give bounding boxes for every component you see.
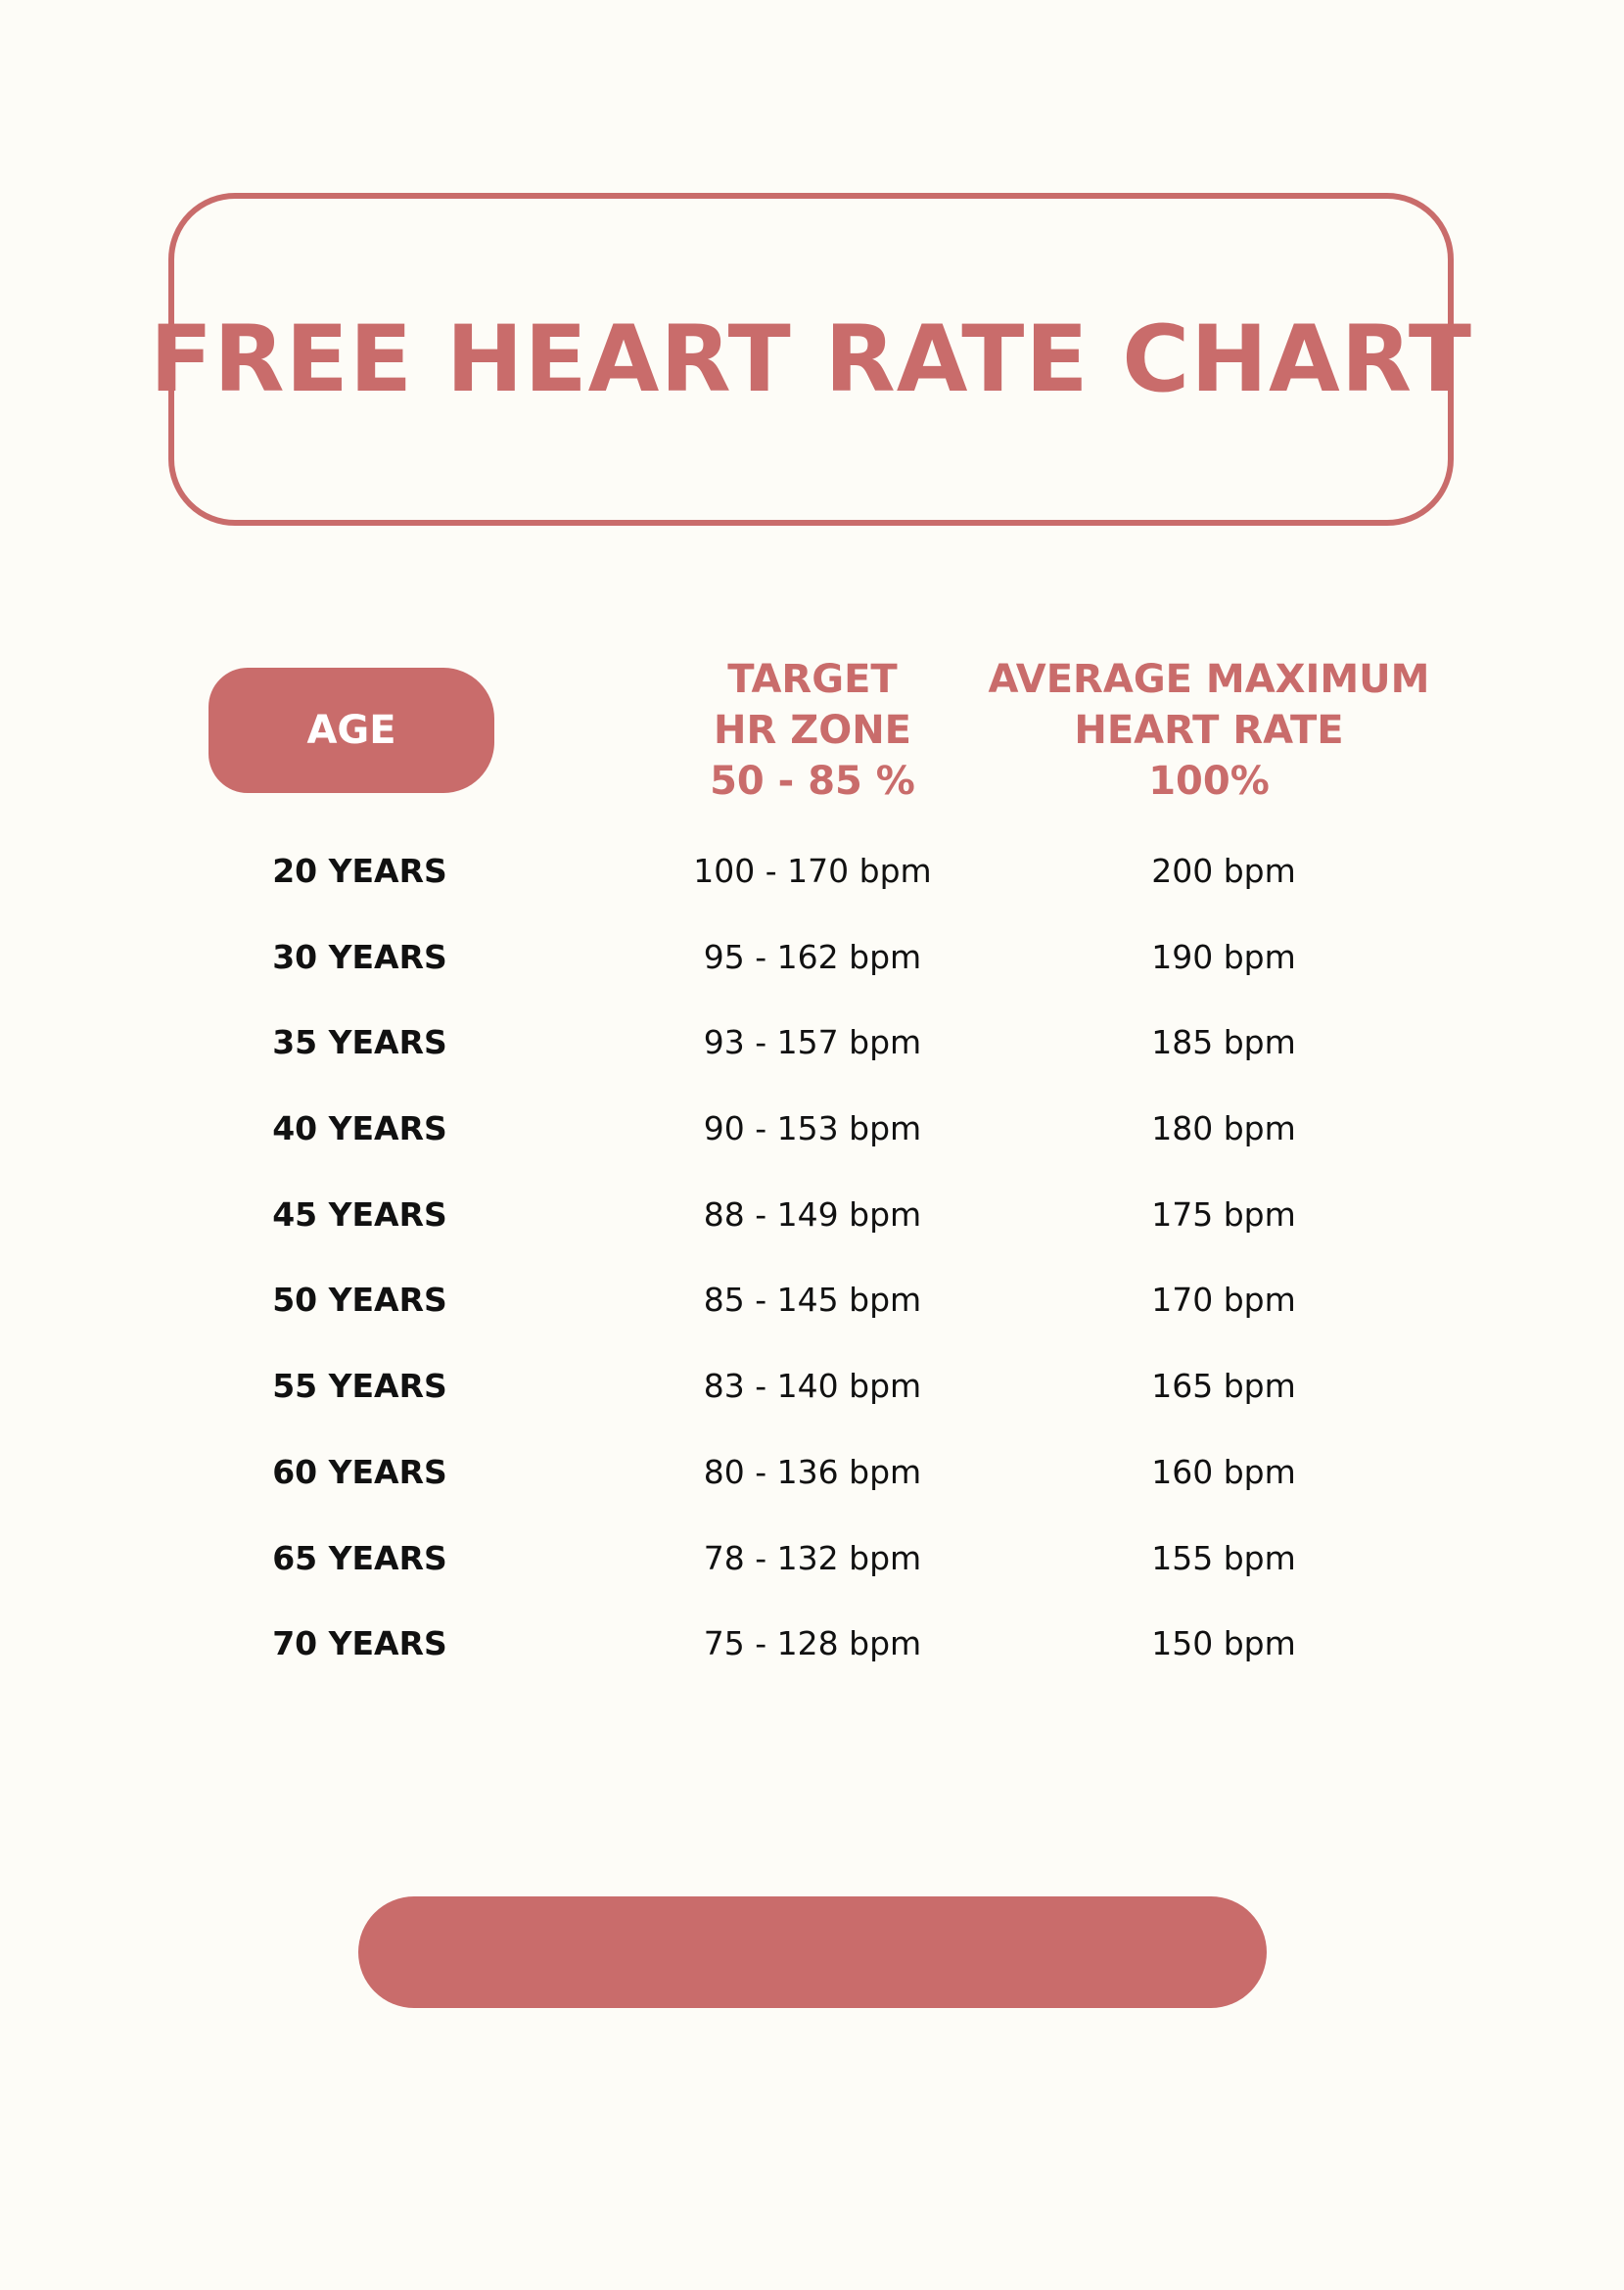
max-rate-cell: 185 bpm — [1151, 1023, 1296, 1062]
target-zone-cell: 90 - 153 bpm — [703, 1109, 922, 1148]
age-cell: 20 YEARS — [272, 852, 447, 890]
age-cell: 65 YEARS — [272, 1538, 447, 1577]
target-hr-zone-header — [617, 654, 1008, 807]
page-title: FREE HEART RATE CHART — [150, 305, 1472, 413]
max-rate-cell: 150 bpm — [1151, 1624, 1296, 1663]
target-zone-cell: 83 - 140 bpm — [703, 1367, 922, 1406]
table-row — [0, 1281, 1624, 1367]
table-row — [0, 1367, 1624, 1453]
target-zone-cell: 88 - 149 bpm — [703, 1194, 922, 1234]
table-row — [0, 1624, 1624, 1710]
table-row — [0, 1195, 1624, 1282]
target-header-line-2: HR ZONE — [713, 708, 911, 753]
age-cell: 55 YEARS — [272, 1367, 447, 1406]
max-rate-cell: 160 bpm — [1151, 1452, 1296, 1491]
age-cell: 50 YEARS — [272, 1281, 447, 1320]
max-rate-cell: 200 bpm — [1151, 852, 1296, 890]
title-frame — [150, 193, 1472, 526]
target-zone-cell: 93 - 157 bpm — [703, 1023, 922, 1062]
max-rate-cell: 170 bpm — [1151, 1281, 1296, 1320]
target-zone-cell: 95 - 162 bpm — [703, 937, 922, 976]
target-header-line-1: TARGET — [727, 657, 898, 702]
max-rate-cell: 155 bpm — [1151, 1538, 1296, 1577]
age-cell: 40 YEARS — [272, 1109, 447, 1148]
table-row — [0, 1453, 1624, 1539]
age-cell: 70 YEARS — [272, 1624, 447, 1663]
age-cell: 35 YEARS — [272, 1023, 447, 1062]
table-row — [0, 852, 1624, 938]
table-row — [0, 1109, 1624, 1195]
age-header-pill — [209, 668, 494, 793]
target-zone-cell: 75 - 128 bpm — [703, 1624, 922, 1663]
target-header-line-3: 50 - 85 % — [710, 759, 915, 804]
age-cell: 30 YEARS — [272, 937, 447, 976]
average-header-line-3: 100% — [1148, 759, 1270, 804]
average-header-line-2: HEART RATE — [1074, 708, 1344, 753]
max-rate-cell: 180 bpm — [1151, 1109, 1296, 1148]
max-rate-cell: 175 bpm — [1151, 1194, 1296, 1234]
age-cell: 45 YEARS — [272, 1194, 447, 1234]
average-max-heart-rate-header — [979, 654, 1439, 807]
target-zone-cell: 78 - 132 bpm — [703, 1538, 922, 1577]
max-rate-cell: 190 bpm — [1151, 937, 1296, 976]
footer-decorative-pill — [358, 1896, 1267, 2008]
target-zone-cell: 80 - 136 bpm — [703, 1452, 922, 1491]
heart-rate-table — [0, 852, 1624, 1710]
target-zone-cell: 85 - 145 bpm — [703, 1281, 922, 1320]
target-zone-cell: 100 - 170 bpm — [693, 852, 932, 890]
average-header-line-1: AVERAGE MAXIMUM — [988, 657, 1430, 702]
max-rate-cell: 165 bpm — [1151, 1367, 1296, 1406]
age-cell: 60 YEARS — [272, 1452, 447, 1491]
table-row — [0, 1539, 1624, 1625]
age-header-label: AGE — [306, 708, 396, 753]
table-row — [0, 938, 1624, 1024]
table-row — [0, 1023, 1624, 1109]
table-header — [0, 654, 1624, 811]
